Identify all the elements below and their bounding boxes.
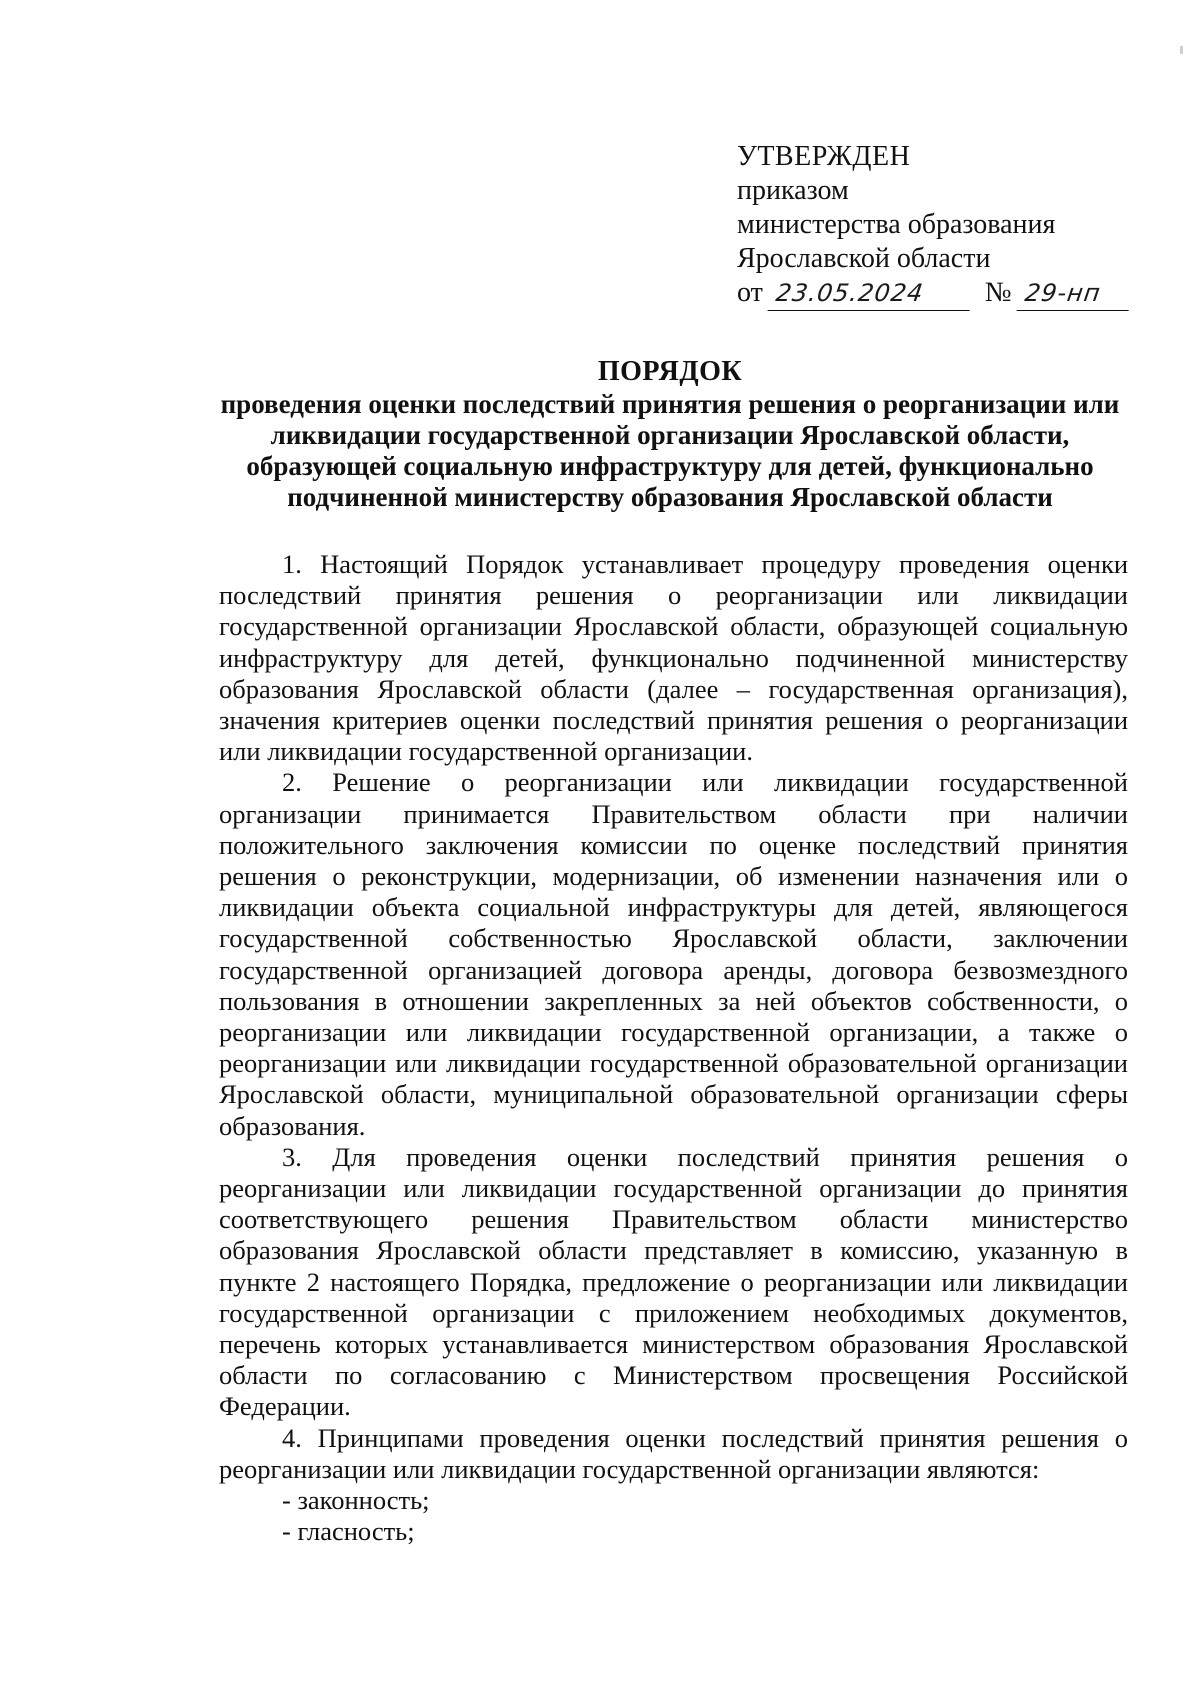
- date-prefix: от: [737, 277, 763, 308]
- list-item-legality: - законность;: [282, 1485, 430, 1516]
- paragraph-4: 4. Принципами проведения оценки последствий принятия решения о реорганизации или ликвидации государственной организации являются:: [219, 1422, 1128, 1484]
- approval-line-order: приказом: [737, 175, 849, 206]
- list-item-publicity: - гласность;: [282, 1516, 415, 1547]
- approval-line-ministry: министерства образования: [737, 209, 1056, 240]
- approval-date-line: [737, 276, 1157, 311]
- document-title-block: [210, 356, 1130, 513]
- handwritten-date: 23.05.2024: [767, 276, 974, 311]
- number-sign: №: [984, 277, 1012, 308]
- document-heading: ПОРЯДОК: [597, 356, 743, 387]
- document-subtitle: проведения оценки последствий принятия решения о реорганизации или ликвидации государственной организации Ярославской области, образующей социальную инфраструктуру для детей, функционально подчиненной министерству образования Ярославской области: [220, 389, 1120, 512]
- paragraph-2: 2. Решение о реорганизации или ликвидации государственной организации принимается Правительством области при наличии положительного заключения комиссии по оценке последствий принятия решения о реконструкции, модернизации, об изменении назначения или о ликвидации объекта социальной инфраструктуры для детей, являющегося государственной собственностью Ярославской области, заключении государственной организацией договора аренды, договора безвозмездного пользования в отношении закрепленных за ней объектов собственности, о реорганизации или ликвидации государственной организации, а также о реорганизации или ликвидации государственной образовательной организации Ярославской области, муниципальной образовательной организации сферы образования.: [219, 767, 1128, 1141]
- approval-stamp-block: [737, 140, 1157, 311]
- approval-line-region: Ярославской области: [737, 243, 991, 274]
- approved-label: УТВЕРЖДЕН: [737, 141, 911, 172]
- paragraph-1: 1. Настоящий Порядок устанавливает процедуру проведения оценки последствий принятия решения о реорганизации или ликвидации государственной организации Ярославской области, образующей социальную инфраструктуру для детей, функционально подчиненной министерству образования Ярославской области (далее – государственная организация), значения критериев оценки последствий принятия решения о реорганизации или ликвидации государственной организации.: [219, 549, 1128, 767]
- paragraph-3: 3. Для проведения оценки последствий принятия решения о реорганизации или ликвидации государственной организации до принятия соответствующего решения Правительством области министерство образования Ярославской области представляет в комиссию, указанную в пункте 2 настоящего Порядка, предложение о реорганизации или ликвидации государственной организации с приложением необходимых документов, перечень которых устанавливается министерством образования Ярославской области по согласованию с Министерством просвещения Российской Федерации.: [219, 1141, 1128, 1422]
- scan-mark: [1180, 46, 1183, 54]
- handwritten-number: 29-нп: [1016, 276, 1133, 311]
- document-body: [219, 549, 1128, 1548]
